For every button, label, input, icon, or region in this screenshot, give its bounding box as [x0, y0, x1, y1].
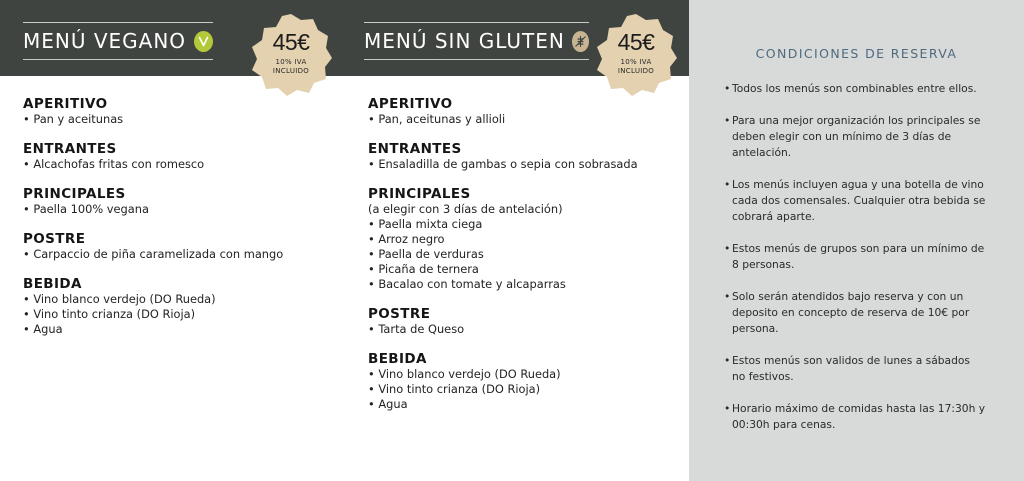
- menu-section-entrantes: [23, 142, 343, 172]
- gluten-free-menu-header: [364, 22, 589, 60]
- menu-item: • Tarta de Queso: [368, 322, 465, 336]
- condition-item: [724, 401, 986, 433]
- menu-item: • Vino tinto crianza (DO Rioja): [368, 382, 541, 396]
- condition-item: [724, 113, 986, 161]
- section-heading: POSTRE: [23, 231, 86, 247]
- menu-item: • Paella 100% vegana: [23, 202, 149, 216]
- condition-text: Estos menús de grupos son para un mínimo de 8 personas.: [732, 242, 985, 271]
- section-heading: PRINCIPALES: [23, 186, 126, 202]
- section-heading: BEBIDA: [368, 351, 427, 367]
- vegan-price-badge: [249, 13, 333, 97]
- section-heading: APERITIVO: [23, 96, 108, 112]
- menu-item: • Arroz negro: [368, 232, 445, 246]
- section-heading: POSTRE: [368, 306, 431, 322]
- section-heading: APERITIVO: [368, 96, 453, 112]
- menu-section-principales: [368, 187, 678, 292]
- bullet: •: [724, 290, 731, 303]
- condition-item: [724, 289, 986, 337]
- menu-section-postre: [368, 307, 678, 337]
- bullet: •: [724, 354, 731, 367]
- menu-item: • Vino blanco verdejo (DO Rueda): [368, 367, 561, 381]
- menu-item: • Pan, aceitunas y allioli: [368, 112, 506, 126]
- condition-text: Todos los menús son combinables entre ellos.: [732, 82, 977, 95]
- gluten-free-price: 45€: [617, 29, 655, 55]
- menu-item: • Alcachofas fritas con romesco: [23, 157, 205, 171]
- vegan-price-note-line1: 10% IVA: [275, 58, 307, 66]
- gluten-free-price-note-line2: INCLUIDO: [617, 67, 655, 75]
- gluten-free-menu-content: [368, 97, 678, 427]
- menu-item: • Agua: [23, 322, 63, 336]
- condition-item: [724, 353, 986, 385]
- vegan-price: 45€: [272, 29, 310, 55]
- menu-item: • Paella de verduras: [368, 247, 484, 261]
- vegan-menu-content: [23, 97, 343, 352]
- gluten-free-price-note: [594, 58, 678, 76]
- section-heading: BEBIDA: [23, 276, 82, 292]
- menu-section-aperitivo: [368, 97, 678, 127]
- menu-item: • Ensaladilla de gambas o sepia con sobrasada: [368, 157, 638, 171]
- vegan-price-note: [249, 58, 333, 76]
- conditions-list: [724, 81, 986, 449]
- menu-item: • Bacalao con tomate y alcaparras: [368, 277, 566, 291]
- bullet: •: [724, 82, 731, 95]
- section-heading: PRINCIPALES: [368, 186, 471, 202]
- bullet: •: [724, 242, 731, 255]
- condition-item: [724, 241, 986, 273]
- menu-item: • Pan y aceitunas: [23, 112, 124, 126]
- section-heading: ENTRANTES: [23, 141, 117, 157]
- condition-text: Horario máximo de comidas hasta las 17:30h y 00:30h para cenas.: [732, 402, 986, 431]
- condition-text: Solo serán atendidos bajo reserva y con un deposito en concepto de reserva de 10€ por persona.: [732, 290, 970, 335]
- vegan-menu-title: MENÚ VEGANO: [23, 29, 187, 53]
- menu-section-aperitivo: [23, 97, 343, 127]
- menu-section-bebida: [23, 277, 343, 337]
- bullet: •: [724, 402, 731, 415]
- gluten-free-price-note-line1: 10% IVA: [620, 58, 652, 66]
- gluten-free-wheat-icon: [572, 31, 589, 52]
- condition-text: Estos menús son validos de lunes a sábados no festivos.: [732, 354, 970, 383]
- condition-item: [724, 81, 986, 97]
- menu-item: • Carpaccio de piña caramelizada con mango: [23, 247, 284, 261]
- menu-item: • Paella mixta ciega: [368, 217, 483, 231]
- menu-section-entrantes: [368, 142, 678, 172]
- menu-item: • Picaña de ternera: [368, 262, 479, 276]
- condition-item: [724, 177, 986, 225]
- gluten-free-menu-title: MENÚ SIN GLUTEN: [364, 29, 565, 53]
- conditions-title: CONDICIONES DE RESERVA: [755, 46, 958, 61]
- gluten-free-price-badge: [594, 13, 678, 97]
- menu-item: • Vino tinto crianza (DO Rioja): [23, 307, 196, 321]
- condition-text: Para una mejor organización los principales se deben elegir con un mínimo de 3 días de antelación.: [732, 114, 981, 159]
- vegan-price-note-line2: INCLUIDO: [272, 67, 310, 75]
- bullet: •: [724, 178, 731, 191]
- section-heading: ENTRANTES: [368, 141, 462, 157]
- menu-section-postre: [23, 232, 343, 262]
- bullet: •: [724, 114, 731, 127]
- menu-section-bebida: [368, 352, 678, 412]
- menu-note: (a elegir con 3 días de antelación): [368, 202, 563, 216]
- condition-text: Los menús incluyen agua y una botella de vino cada dos comensales. Cualquier otra bebida se cobrará aparte.: [732, 178, 986, 223]
- vegan-leaf-icon: [194, 31, 213, 52]
- menu-item: • Vino blanco verdejo (DO Rueda): [23, 292, 216, 306]
- menu-item: • Agua: [368, 397, 408, 411]
- menu-section-principales: [23, 187, 343, 217]
- vegan-menu-header: [23, 22, 213, 60]
